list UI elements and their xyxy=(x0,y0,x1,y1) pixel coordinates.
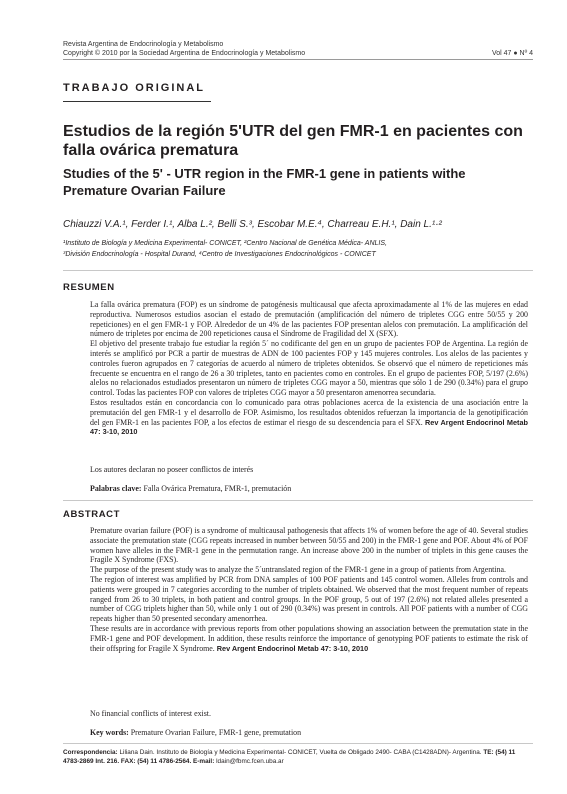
journal-name: Revista Argentina de Endocrinología y Metabolismo xyxy=(63,41,224,48)
resumen-keywords xyxy=(90,484,528,494)
abstract-body xyxy=(90,526,528,653)
resumen-paragraph: El objetivo del presente trabajo fue estudiar la región 5´ no codificante del gen en un grupo de pacientes FOP de Argentina. La región de interés se amplificó por PCR a partir de muestras de ADN de 100 pacientes FOP y 145 mujeres controles. Los alelos de las pacientes y controles fueron agrupados en 7 categorías de acuerdo al número de tripletes obtenidos. Se observó que el número de repeticiones más frecuente se encuentra en el rango de 26 a 30 tripletes, tanto en pacientes como en controles. En el grupo de pacientes FOP, 5/197 (2.6%) alelos no relacionados estudiados presentaron un número de tripletes CGG mayor a 50, mientras que sólo 1 de 290 (0.34%) para el grupo control. Todas las pacientes FOP con valores de tripletes CGG mayor a 50 presentaron amenorrea secundaria. xyxy=(90,339,528,398)
section-label: TRABAJO ORIGINAL xyxy=(63,82,205,94)
abstract-conflict: No financial conflicts of interest exist. xyxy=(90,709,211,718)
abstract-paragraph: Premature ovarian failure (POF) is a syndrome of multicausal pathogenesis that affects 1% of women before the age of 40. Several studies associate the premutation state (CGG repeats increased in number between 50/55 and 200) in the FMR-1 gene and POF. About 4% of POF women have alleles in the FMR-1 gene in the permutation range. An increase above 200 in the number of triplets in this gene causes the Fragile X Syndrome (FXS). xyxy=(90,526,528,565)
correspondence-text: Liliana Dain. Instituto de Biología y Medicina Experimental- CONICET, Vuelta de Obligado 2490- CABA (C1428ADN)- Argentina. xyxy=(119,749,482,756)
abstract-paragraph: The purpose of the present study was to analyze the 5´untranslated region of the FMR-1 gene in a group of patients from Argentina. xyxy=(90,565,506,575)
keywords-label: Palabras clave: xyxy=(90,484,142,493)
correspondence-email[interactable]: ldain@fbmc.fcen.uba.ar xyxy=(216,758,284,765)
resumen-paragraph xyxy=(90,398,528,437)
abstract-citation: Rev Argent Endocrinol Metab 47: 3-10, 2010 xyxy=(216,643,369,653)
resumen-conflict: Los autores declaran no poseer conflictos de interés xyxy=(90,465,254,474)
section-underline xyxy=(63,101,211,102)
affiliations xyxy=(63,238,533,260)
abstract-paragraph: The region of interest was amplified by PCR from DNA samples of 100 POF patients and 145 control women. Alleles from controls and patients were grouped in 7 categories according to the number of triplets obtained. We observed that the most frequent number of repeats ranged from 26 to 30 triplets, in both patient and control groups. In the POF group, 5 out of 197 (2.6%) not related alleles presented a number of CGG triplets higher than 50, while only 1 out of 290 (0.34%) was present in controls. All POF patients with a number of CGG repeats higher than 50 presented secondary amenorrhea. xyxy=(90,574,528,624)
title-english: Studies of the 5' - UTR region in the FMR-1 gene in patients withe Premature Ovarian Failure xyxy=(63,166,466,198)
abstract-paragraph-text: These results are in accordance with previous reports from other populations showing an association between the premutation state in the FMR-1 gene and POF development. In addition, these results reinforce the importance of genotyping POF patients to estimate the risk of their offspring for Fragile X Syndrome. xyxy=(90,623,528,653)
title-spanish: Estudios de la región 5'UTR del gen FMR-1 en pacientes con falla ovárica prematura xyxy=(63,123,523,159)
journal-volume: Vol 47 ● Nº 4 xyxy=(491,50,533,57)
resumen-body xyxy=(90,300,528,437)
author-list: Chiauzzi V.A.¹, Ferder I.¹, Alba L.², Belli S.³, Escobar M.E.⁴, Charreau E.H.¹, Dain L.¹·² xyxy=(63,219,442,230)
correspondence xyxy=(63,748,528,766)
correspondence-contact: TE: (54) 11 4783-2869 Int. 216. FAX: (54) 11 4786-2564. E-mail: xyxy=(63,749,516,765)
resumen-paragraph: La falla ovárica prematura (FOP) es un síndrome de patogénesis multicausal que afecta aproximadamente al 1% de las mujeres en edad reproductiva. Numerosos estudios asocian el estado de premutación (amplificación del número de tripletes CGG entre 50/55 y 200 repeticiones) en el gen FMR-1 y FOP. Alrededor de un 4% de las pacientes FOP presentan alelos con premutación. La amplificación del número de tripletes por encima de 200 repeticiones causa el Síndrome de Fragilidad del X (SFX). xyxy=(90,300,528,339)
resumen-paragraph-text: Estos resultados están en concordancia con lo comunicado para otras poblaciones acerca de la existencia de una asociación entre la premutación del gen FMR-1 y el desarrollo de FOP. Asimismo, los resultados obtenidos refuerzan la importancia de la genotipificación del gen FMR-1 en las pacientes FOP, a los efectos de estimar el riesgo de su descendencia para el SFX. xyxy=(90,397,528,427)
affiliation-line: ¹Instituto de Biología y Medicina Experimental- CONICET, ²Centro Nacional de Genética Médica- ANLIS, xyxy=(63,240,387,247)
keywords-label: Key words: xyxy=(90,728,129,737)
keywords-text: Premature Ovarian Failure, FMR-1 gene, premutation xyxy=(130,728,302,737)
abstract-heading: ABSTRACT xyxy=(63,509,121,520)
divider xyxy=(63,270,533,271)
resumen-citation: Rev Argent Endocrinol Metab 47: 3-10, 2010 xyxy=(90,417,528,437)
divider xyxy=(63,500,533,501)
affiliation-line: ³División Endocrinología - Hospital Durand, ⁴Centro de Investigaciones Endocrinológicos - CONICET xyxy=(63,251,376,258)
header-divider xyxy=(63,59,533,60)
journal-copyright: Copyright © 2010 por la Sociedad Argentina de Endocrinología y Metabolismo xyxy=(63,50,306,57)
divider xyxy=(63,743,533,744)
abstract-keywords xyxy=(90,728,528,738)
journal-header xyxy=(63,40,533,58)
keywords-text: Falla Ovárica Prematura, FMR-1, premutación xyxy=(143,484,292,493)
correspondence-label: Correspondencia: xyxy=(63,749,118,756)
abstract-paragraph xyxy=(90,624,528,653)
resumen-heading: RESUMEN xyxy=(63,282,115,293)
